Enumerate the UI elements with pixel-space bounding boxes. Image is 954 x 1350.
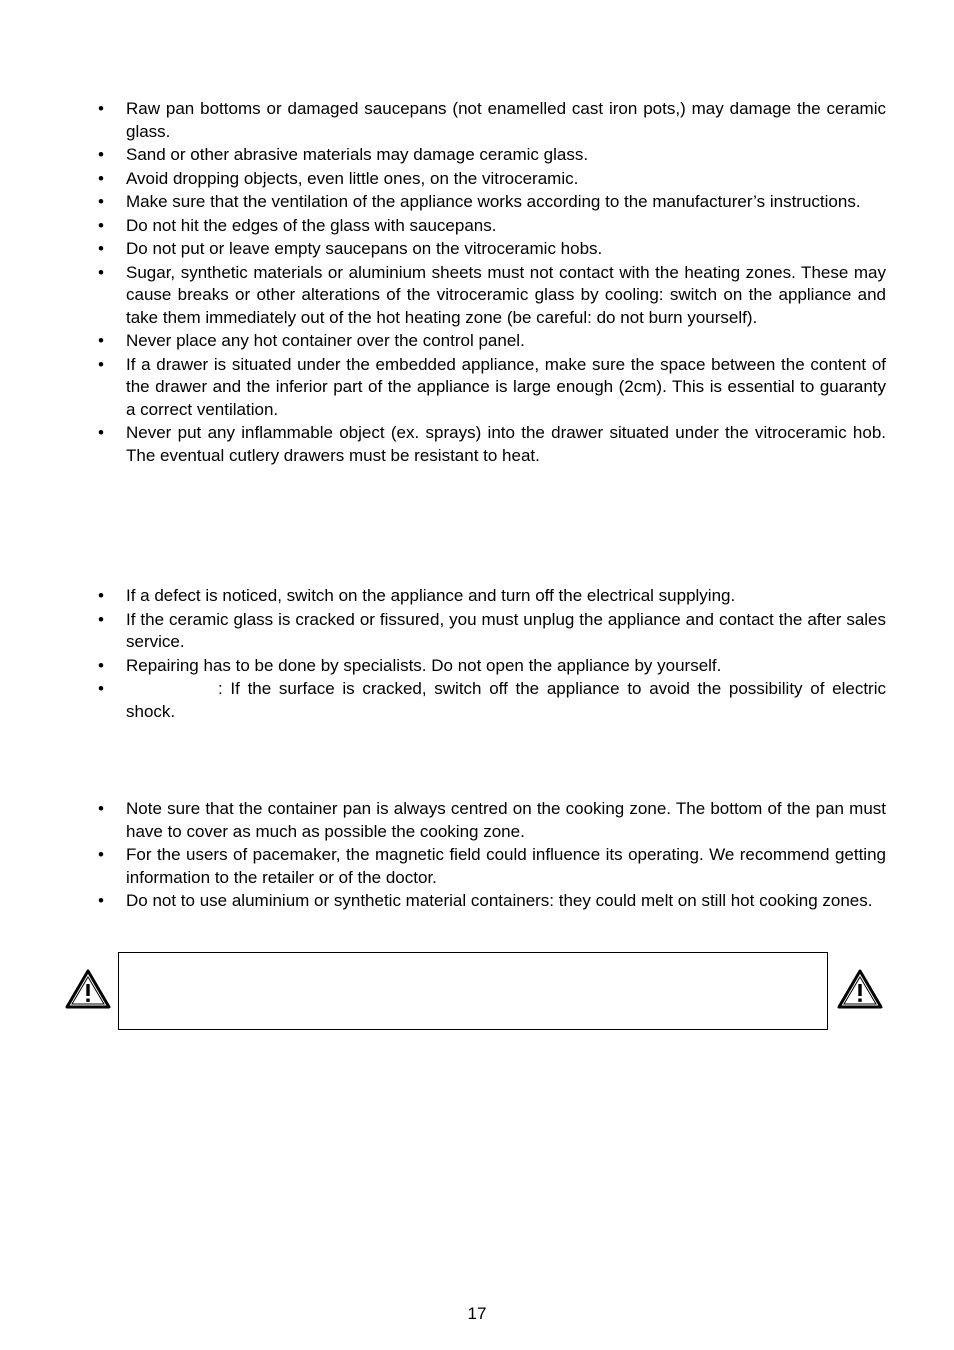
list-item	[96, 609, 886, 654]
list-item-text: If a drawer is situated under the embedded appliance, make sure the space between the content of the drawer and the inferior part of the appliance is large enough (2cm). This is essential to guaranty a correct ventilation.	[126, 354, 886, 419]
bullet-icon: •	[98, 239, 104, 258]
bullet-icon: •	[98, 679, 104, 698]
list-item	[96, 422, 886, 467]
list-item-text: Raw pan bottoms or damaged saucepans (not enamelled cast iron pots,) may damage the ceramic glass.	[126, 99, 886, 141]
list-item-text: Do not hit the edges of the glass with saucepans.	[126, 215, 497, 235]
list-item-text: Note sure that the container pan is always centred on the cooking zone. The bottom of the pan must have to cover as much as possible the cooking zone.	[126, 799, 886, 841]
bullet-icon: •	[98, 145, 104, 164]
bullet-icon: •	[98, 891, 104, 910]
list-item	[96, 354, 886, 422]
list-item	[96, 262, 886, 330]
list-item-text: Sugar, synthetic materials or aluminium sheets must not contact with the heating zones. These may cause breaks or other alterations of the vitroceramic glass by cooling: switch on the appliance and take them immediately out of the hot heating zone (be careful: do not burn yourself).	[126, 262, 886, 327]
list-item	[96, 655, 886, 678]
list-item-text: If a defect is noticed, switch on the appliance and turn off the electrical supplying.	[126, 586, 736, 605]
list-item	[96, 798, 886, 843]
list-item-text: If the ceramic glass is cracked or fissured, you must unplug the appliance and contact the after sales service.	[126, 609, 886, 651]
list-item	[96, 144, 886, 167]
bullet-icon: •	[98, 586, 104, 605]
bullet-icon: •	[98, 99, 104, 118]
precautions-list	[96, 98, 886, 468]
bullet-icon: •	[98, 423, 104, 442]
warning-triangle-icon	[836, 968, 884, 1010]
list-item	[96, 98, 886, 143]
list-item	[96, 678, 886, 723]
list-item	[96, 168, 886, 191]
list-item-text: Make sure that the ventilation of the appliance works according to the manufacturer’s instructions.	[126, 192, 861, 211]
list-item	[96, 585, 886, 608]
list-item-text: Do not to use aluminium or synthetic material containers: they could melt on still hot cooking zones.	[126, 891, 873, 910]
bullet-icon: •	[98, 845, 104, 864]
list-item	[96, 191, 886, 214]
warning-box	[118, 952, 828, 1030]
list-item-text: : If the surface is cracked, switch off the appliance to avoid the possibility of electric shock.	[126, 679, 886, 721]
list-item-text: Never place any hot container over the control panel.	[126, 331, 525, 350]
list-item	[96, 215, 886, 238]
list-item-text: Repairing has to be done by specialists. Do not open the appliance by yourself.	[126, 655, 722, 675]
page-number: 17	[467, 1304, 487, 1323]
list-item-text: Never put any inflammable object (ex. sprays) into the drawer situated under the vitroceramic hob. The eventual cutlery drawers must be resistant to heat.	[126, 423, 886, 465]
list-item-text: For the users of pacemaker, the magnetic field could influence its operating. We recommend getting information to the retailer or of the doctor.	[126, 845, 886, 887]
list-item	[96, 890, 886, 913]
list-item-text: Avoid dropping objects, even little ones, on the vitroceramic.	[126, 168, 579, 188]
list-item-text: Sand or other abrasive materials may damage ceramic glass.	[126, 145, 589, 164]
bullet-icon: •	[98, 215, 104, 235]
list-item	[96, 330, 886, 353]
bullet-icon: •	[98, 799, 104, 818]
defect-list	[96, 585, 886, 724]
list-item-text: Do not put or leave empty saucepans on the vitroceramic hobs.	[126, 239, 603, 258]
bullet-icon: •	[98, 609, 104, 629]
bullet-icon: •	[98, 262, 104, 282]
cooking-zone-list	[96, 798, 886, 914]
bullet-icon: •	[98, 331, 104, 350]
warning-triangle-icon	[64, 968, 112, 1010]
list-item	[96, 844, 886, 889]
bullet-icon: •	[98, 168, 104, 188]
bullet-icon: •	[98, 354, 104, 374]
bullet-icon: •	[98, 655, 104, 675]
bullet-icon: •	[98, 192, 104, 211]
list-item	[96, 238, 886, 261]
